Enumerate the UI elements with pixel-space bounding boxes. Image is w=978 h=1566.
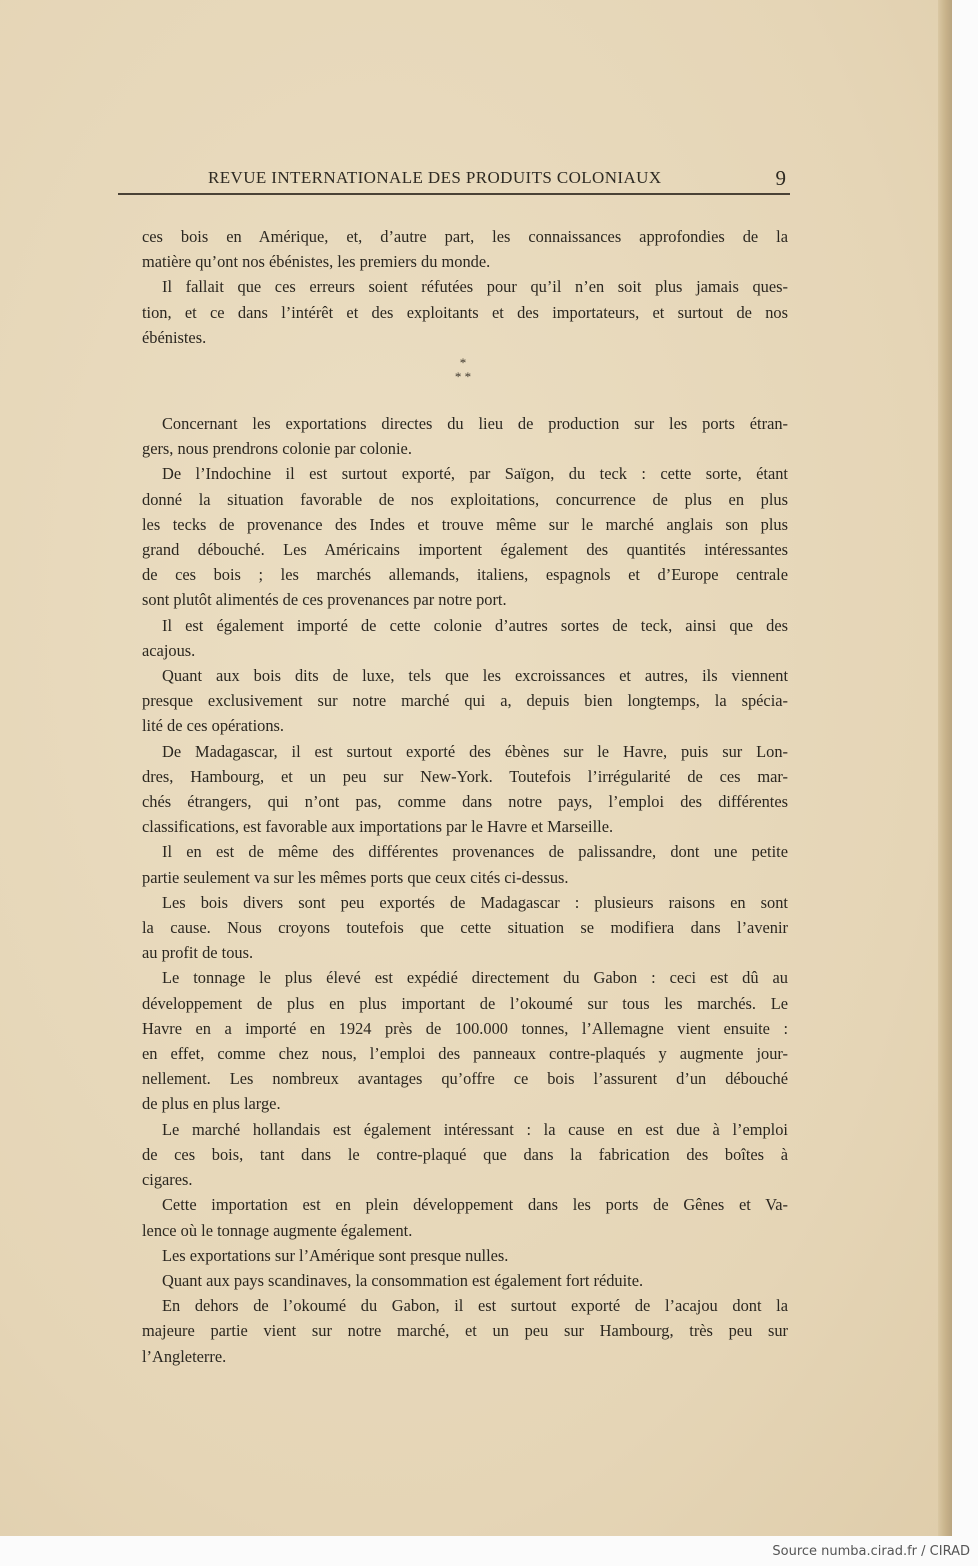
text-line: sont plutôt alimentés de ces provenances par notre port.: [142, 590, 507, 610]
paragraph: [142, 1243, 788, 1268]
text-line: lité de ces opérations.: [142, 716, 285, 736]
text-block-after: [142, 411, 788, 1369]
text-line: développement de plus en plus important de l’okoumé sur tous les marchés. Le: [142, 993, 788, 1013]
paragraph: [142, 663, 788, 739]
text-line: gers, nous prendrons colonie par colonie.: [142, 439, 412, 459]
text-block-before: [142, 224, 788, 350]
text-line: partie seulement va sur les mêmes ports que ceux cités ci-dessus.: [142, 867, 569, 887]
page-number: 9: [775, 166, 786, 190]
asterism-top: *: [459, 355, 467, 370]
page-edge: [938, 0, 952, 1536]
text-line: En dehors de l’okoumé du Gabon, il est surtout exporté de l’acajou dont la: [162, 1296, 788, 1316]
paragraph: [142, 1192, 788, 1242]
text-line: de ces bois ; les marchés allemands, italiens, espagnols et d’Europe centrale: [142, 565, 788, 585]
text-line: Quant aux bois dits de luxe, tels que les excroissances et autres, ils viennent: [162, 666, 788, 686]
header-rule: [118, 193, 790, 195]
text-line: Il fallait que ces erreurs soient réfutées pour qu’il n’en soit plus jamais ques-: [162, 277, 788, 297]
text-line: de plus en plus large.: [142, 1094, 281, 1114]
paragraph: [142, 890, 788, 966]
paragraph: [142, 461, 788, 612]
paragraph: [142, 411, 788, 461]
text-line: Il en est de même des différentes provenances de palissandre, dont une petite: [162, 842, 788, 862]
paragraph: [142, 224, 788, 274]
text-line: grand débouché. Les Américains importent également des quantités intéressantes: [142, 540, 788, 560]
text-line: Les bois divers sont peu exportés de Madagascar : plusieurs raisons en sont: [162, 892, 788, 912]
text-line: l’Angleterre.: [142, 1346, 227, 1366]
text-line: la cause. Nous croyons toutefois que cette situation se modifiera dans l’avenir: [142, 918, 788, 938]
text-line: Cette importation est en plein développement dans les ports de Gênes et Va-: [162, 1195, 788, 1215]
text-line: nellement. Les nombreux avantages qu’offre ce bois l’assurent d’un débouché: [142, 1069, 788, 1089]
text-line: ces bois en Amérique, et, d’autre part, les connaissances approfondies de la: [142, 227, 788, 246]
paragraph: [142, 613, 788, 663]
paragraph: [142, 1117, 788, 1193]
paragraph: [142, 274, 788, 350]
text-line: tion, et ce dans l’intérêt et des exploitants et des importateurs, et surtout de nos: [142, 302, 788, 322]
text-line: matière qu’ont nos ébénistes, les premiers du monde.: [142, 252, 491, 272]
text-line: Quant aux pays scandinaves, la consommation est également fort réduite.: [162, 1270, 644, 1290]
text-line: De l’Indochine il est surtout exporté, par Saïgon, du teck : cette sorte, étant: [162, 464, 788, 484]
text-line: chés étrangers, qui n’ont pas, comme dans notre pays, l’emploi des différentes: [142, 792, 788, 812]
text-line: cigares.: [142, 1170, 193, 1190]
asterism-bottom: * *: [454, 369, 472, 384]
journal-title: REVUE INTERNATIONALE DES PRODUITS COLONIAUX: [208, 168, 662, 187]
text-line: Concernant les exportations directes du lieu de production sur les ports étran-: [162, 414, 788, 433]
paragraph: [142, 1268, 788, 1293]
text-line: acajous.: [142, 640, 196, 660]
text-line: De Madagascar, il est surtout exporté des ébènes sur le Havre, puis sur Lon-: [162, 741, 788, 761]
text-line: Le marché hollandais est également intéressant : la cause en est due à l’emploi: [162, 1119, 788, 1139]
asterism: [443, 356, 483, 384]
source-credit: Source numba.cirad.fr / CIRAD: [772, 1544, 970, 1559]
text-line: Le tonnage le plus élevé est expédié directement du Gabon : ceci est dû au: [162, 968, 788, 988]
text-line: de ces bois, tant dans le contre-plaqué que dans la fabrication des boîtes à: [142, 1144, 788, 1164]
text-line: majeure partie vient sur notre marché, et un peu sur Hambourg, très peu sur: [142, 1321, 788, 1341]
paragraph: [142, 1293, 788, 1369]
paragraph: [142, 839, 788, 889]
text-line: Havre en a importé en 1924 près de 100.000 tonnes, l’Allemagne vient ensuite :: [142, 1018, 788, 1038]
text-line: presque exclusivement sur notre marché qui a, depuis bien longtemps, la spécia-: [142, 691, 788, 711]
text-line: Il est également importé de cette colonie d’autres sortes de teck, ainsi que des: [162, 615, 788, 635]
text-line: classifications, est favorable aux importations par le Havre et Marseille.: [142, 817, 614, 837]
text-line: Les exportations sur l’Amérique sont presque nulles.: [162, 1245, 509, 1265]
text-line: les tecks de provenance des Indes et trouve même sur le marché anglais son plus: [142, 514, 788, 534]
text-line: en effet, comme chez nous, l’emploi des panneaux contre-plaqués y augmente jour-: [142, 1044, 788, 1064]
text-line: lence où le tonnage augmente également.: [142, 1220, 413, 1240]
paragraph: [142, 965, 788, 1116]
paragraph: [142, 739, 788, 840]
text-line: ébénistes.: [142, 327, 207, 347]
running-header: [118, 168, 790, 192]
text-line: au profit de tous.: [142, 943, 254, 963]
text-line: donné la situation favorable de nos exploitations, concurrence de plus en plus: [142, 489, 788, 509]
text-line: dres, Hambourg, et un peu sur New-York. Toutefois l’irrégularité de ces mar-: [142, 766, 788, 786]
